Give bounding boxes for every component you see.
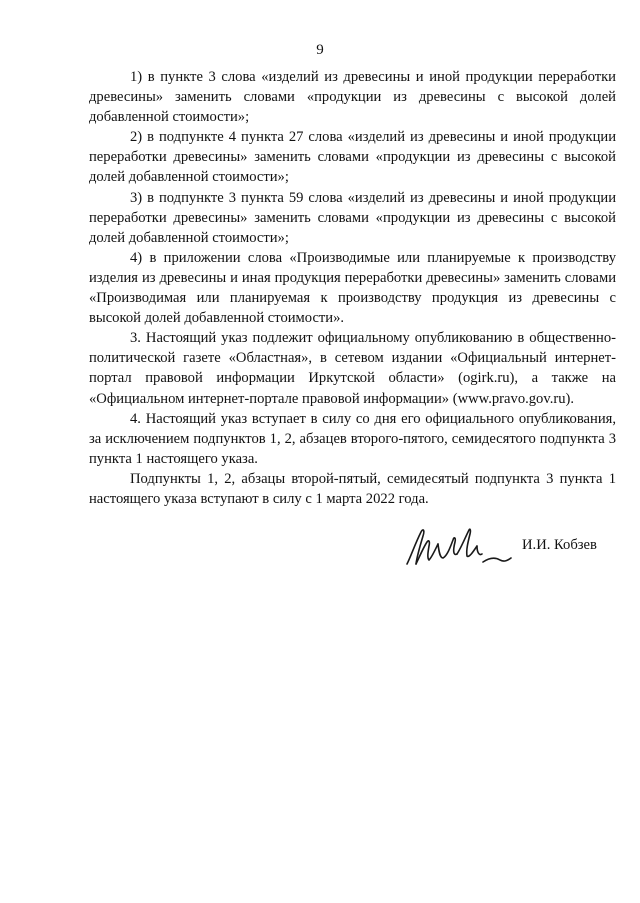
paragraph-item-3: 3) в подпункте 3 пункта 59 слова «изделий из древесины и иной продукции переработки древесины» заменить словами «продукции из древесины с высокой долей добавленной стоимости»; (89, 189, 616, 246)
paragraph-publication: 3. Настоящий указ подлежит официальному опубликованию в общественно-политической газете «Областная», в сетевом издании «Официальный интернет-портал правовой информации Иркутской области» (ogirk.ru), а также на «Официальном интернет-портале правовой информации» (www.pravo.gov.ru). (89, 330, 616, 407)
signer-name: И.И. Кобзев (522, 537, 597, 553)
paragraph-item-1: 1) в пункте 3 слова «изделий из древесины и иной продукции переработки древесины» заменить словами «продукции из древесины с высокой долей добавленной стоимости»; (89, 69, 616, 126)
paragraph-entry-into-force: 4. Настоящий указ вступает в силу со дня его официального опубликования, за исключением подпунктов 1, 2, абзацев второго-пятого, семидесятого подпункта 3 пункта 1 настоящего указа. (89, 410, 616, 467)
page-number: 9 (316, 42, 324, 58)
handwritten-signature (403, 524, 515, 570)
paragraph-item-2: 2) в подпункте 4 пункта 27 слова «изделий из древесины и иной продукции переработки древесины» заменить словами «продукции из древесины с высокой долей добавленной стоимости»; (89, 129, 616, 186)
paragraph-effective-date: Подпункты 1, 2, абзацы второй-пятый, семидесятый подпункта 3 пункта 1 настоящего указа вступают в силу с 1 марта 2022 года. (89, 470, 616, 507)
document-body (89, 67, 616, 509)
signature-block (0, 520, 640, 580)
paragraph-item-4: 4) в приложении слова «Производимые или планируемые к производству изделия из древесины и иная продукция переработки древесины» заменить словами «Производимая или планируемая к производству продукция из древесины с высокой долей добавленной стоимости». (89, 249, 616, 327)
